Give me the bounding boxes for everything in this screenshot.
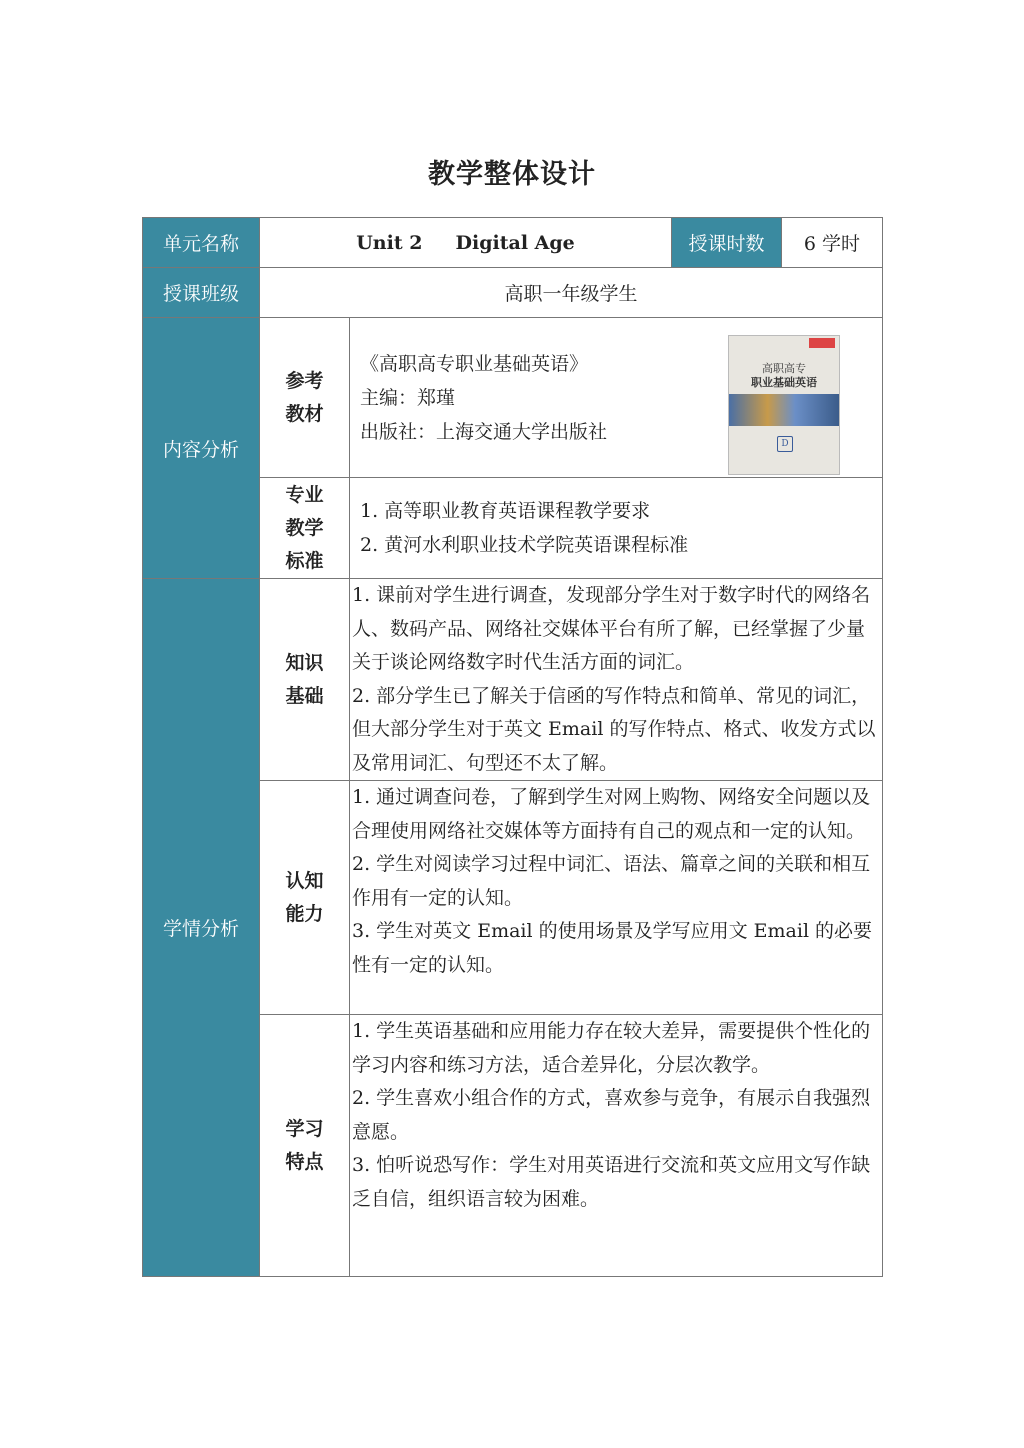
cover-title-line1: 高职高专 — [762, 362, 806, 375]
cover-publisher-logo: D — [777, 436, 793, 452]
hours-label: 授课时数 — [672, 218, 782, 268]
unit-name-label: 单元名称 — [143, 218, 260, 268]
design-table — [142, 217, 883, 1277]
class-label: 授课班级 — [143, 268, 260, 318]
cognition-item: 3. 学生对英文 Email 的使用场景及学写应用文 Email 的必要性有一定的认知。 — [352, 920, 873, 976]
textbook-title: 《高职高专职业基础英语》 — [360, 352, 589, 375]
cognition-cell — [350, 781, 883, 1015]
standards-cell — [350, 478, 883, 579]
cover-title-line2: 职业基础英语 — [751, 376, 817, 389]
document-title: 教学整体设计 — [428, 159, 596, 190]
knowledge-cell — [350, 579, 883, 781]
learner-analysis-label: 学情分析 — [143, 579, 260, 1277]
textbook-editor: 主编：郑瑾 — [360, 386, 456, 409]
feature-item: 2. 学生喜欢小组合作的方式，喜欢参与竞争，有展示自我强烈意愿。 — [352, 1087, 871, 1143]
knowledge-item: 1. 课前对学生进行调查，发现部分学生对于数字时代的网络名人、数码产品、网络社交媒体平台有所了解，已经掌握了少量关于谈论网络数字时代生活方面的词汇。 — [352, 584, 871, 673]
features-label — [260, 1015, 350, 1277]
textbook-cover-image — [728, 335, 840, 475]
textbook-publisher: 出版社：上海交通大学出版社 — [360, 420, 608, 443]
standard-item: 1. 高等职业教育英语课程教学要求 — [360, 500, 651, 522]
feature-item: 3. 怕听说恐写作：学生对用英语进行交流和英文应用文写作缺乏自信，组织语言较为困难。 — [352, 1154, 871, 1210]
class-value: 高职一年级学生 — [260, 268, 883, 318]
textbook-cell — [350, 318, 883, 478]
standards-label — [260, 478, 350, 579]
content-analysis-label: 内容分析 — [143, 318, 260, 579]
cover-badge — [809, 338, 835, 348]
knowledge-label-text: 知识基础 — [285, 651, 324, 707]
cover-photo-band — [729, 394, 839, 426]
textbook-label-text: 参考教材 — [285, 369, 324, 425]
unit-name: Digital Age — [455, 231, 575, 254]
cognition-label-text: 认知能力 — [285, 869, 324, 925]
cognition-item: 2. 学生对阅读学习过程中词汇、语法、篇章之间的关联和相互作用有一定的认知。 — [352, 853, 871, 909]
hours-value: 6 学时 — [782, 218, 883, 268]
features-cell — [350, 1015, 883, 1277]
standards-label-text: 专业教学标准 — [285, 483, 324, 572]
knowledge-label — [260, 579, 350, 781]
cognition-label — [260, 781, 350, 1015]
features-label-text: 学习特点 — [285, 1117, 324, 1173]
cognition-item: 1. 通过调查问卷，了解到学生对网上购物、网络安全问题以及合理使用网络社交媒体等方面持有自己的观点和一定的认知。 — [352, 786, 871, 842]
unit-number: Unit 2 — [356, 231, 423, 254]
cover-title — [729, 362, 839, 390]
unit-title-cell — [260, 218, 672, 268]
textbook-label — [260, 318, 350, 478]
knowledge-item: 2. 部分学生已了解关于信函的写作特点和简单、常见的词汇，但大部分学生对于英文 Email 的写作特点、格式、收发方式以及常用词汇、句型还不太了解。 — [352, 684, 876, 774]
standard-item: 2. 黄河水利职业技术学院英语课程标准 — [360, 534, 689, 556]
feature-item: 1. 学生英语基础和应用能力存在较大差异，需要提供个性化的学习内容和练习方法，适合差异化，分层次教学。 — [352, 1020, 871, 1076]
